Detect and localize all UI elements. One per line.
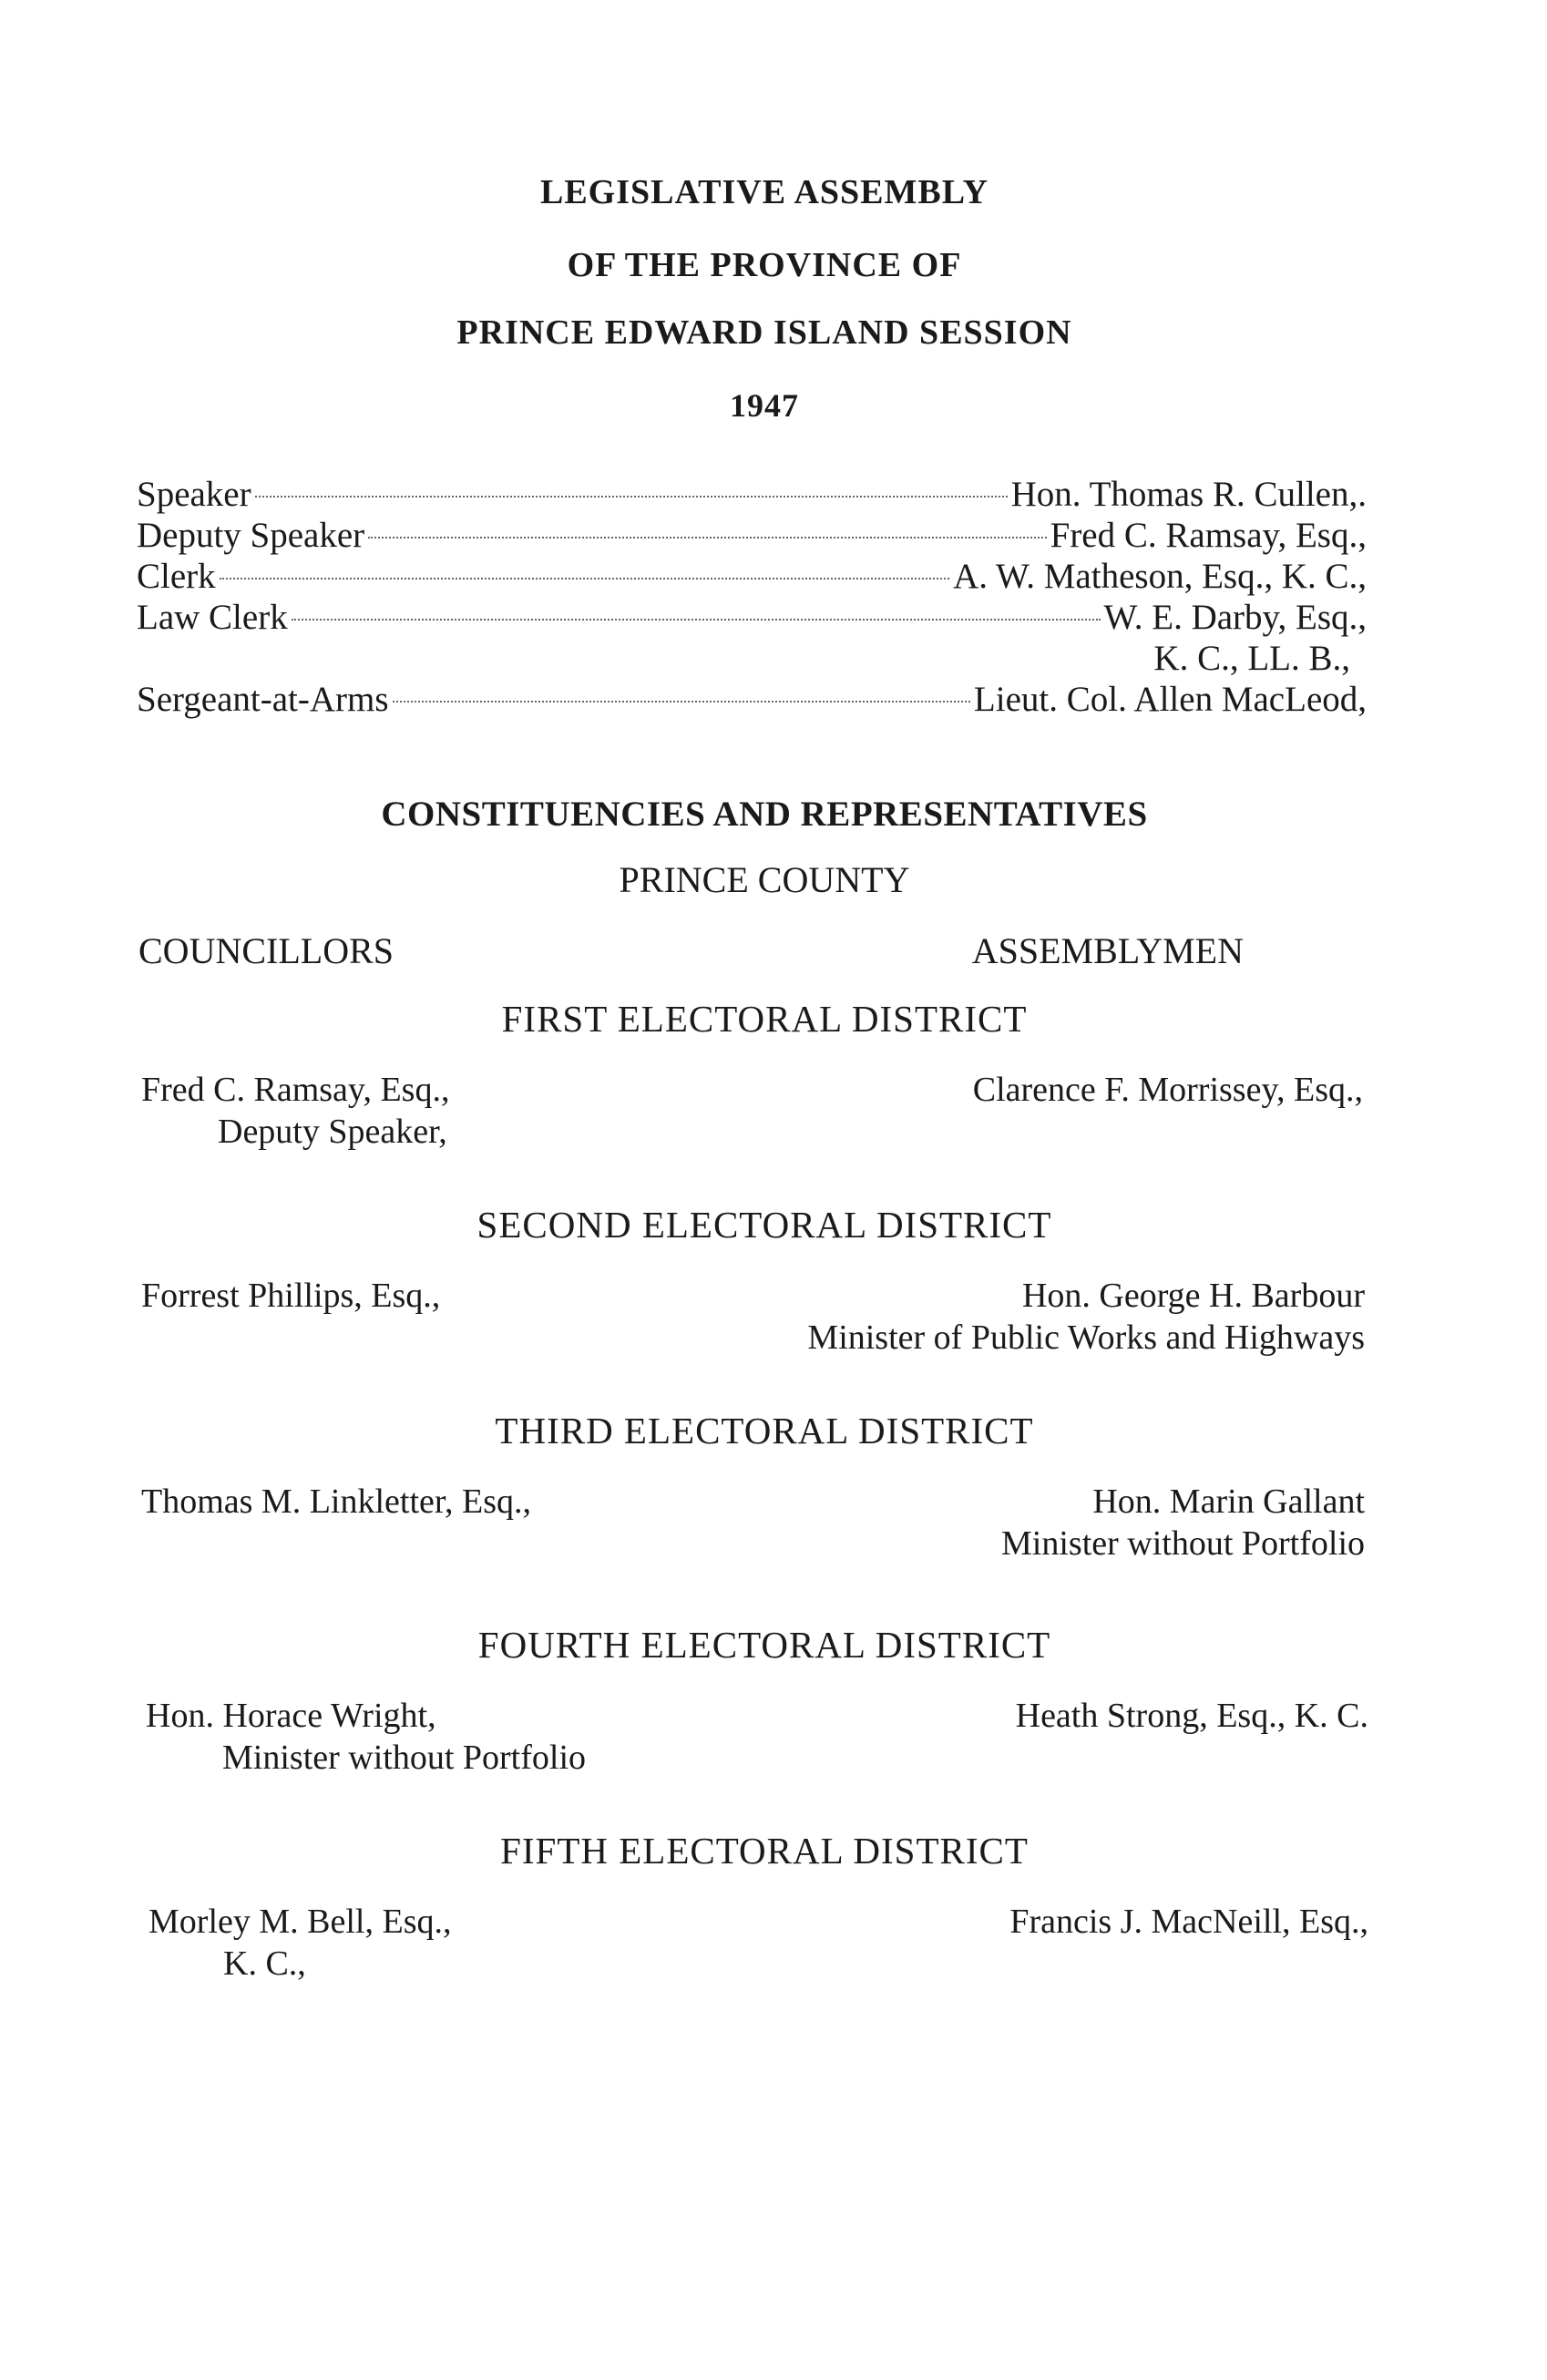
officer-row bbox=[137, 679, 1367, 720]
officer-holder: Lieut. Col. Allen MacLeod, bbox=[973, 680, 1367, 719]
district-title: FIRST ELECTORAL DISTRICT bbox=[501, 998, 1028, 1040]
officer-row bbox=[137, 515, 1367, 556]
assemblyman-name: Hon. Marin Gallant bbox=[1092, 1482, 1365, 1521]
officer-holder-continued: K. C., LL. B., bbox=[1153, 639, 1350, 678]
assemblymen-column-heading: ASSEMBLYMEN bbox=[971, 930, 1244, 971]
officer-row bbox=[137, 597, 1367, 638]
councillor-entry bbox=[141, 1069, 449, 1153]
councillor-entry bbox=[146, 1695, 586, 1779]
district-section bbox=[0, 1000, 1547, 1187]
assemblyman-entry bbox=[1001, 1481, 1365, 1564]
councillor-entry bbox=[141, 1481, 531, 1523]
assemblyman-entry bbox=[1009, 1901, 1368, 1943]
dot-leader bbox=[368, 537, 1046, 539]
section-title: CONSTITUENCIES AND REPRESENTATIVES bbox=[381, 795, 1148, 834]
officer-role: Law Clerk bbox=[137, 598, 288, 637]
officer-holder: A. W. Matheson, Esq., K. C., bbox=[953, 557, 1367, 596]
officer-holder: Hon. Thomas R. Cullen,. bbox=[1010, 475, 1367, 514]
district-section bbox=[0, 1412, 1547, 1599]
officer-role: Speaker bbox=[137, 475, 251, 514]
councillor-note: K. C., bbox=[223, 1944, 306, 1983]
officer-role: Deputy Speaker bbox=[137, 516, 365, 555]
district-section bbox=[0, 1626, 1547, 1813]
assemblyman-name: Hon. George H. Barbour bbox=[1021, 1277, 1365, 1315]
councillor-name: Hon. Horace Wright, bbox=[146, 1697, 436, 1735]
district-members bbox=[0, 1901, 1547, 2019]
councillor-name: Fred C. Ramsay, Esq., bbox=[141, 1071, 450, 1109]
district-title: SECOND ELECTORAL DISTRICT bbox=[476, 1204, 1052, 1246]
district-members bbox=[0, 1481, 1547, 1599]
councillor-entry bbox=[141, 1275, 440, 1317]
assemblyman-name: Francis J. MacNeill, Esq., bbox=[1009, 1903, 1368, 1941]
dot-leader bbox=[220, 578, 949, 580]
session-year: 1947 bbox=[730, 387, 799, 424]
councillor-name: Forrest Phillips, Esq., bbox=[141, 1277, 441, 1315]
assemblyman-entry bbox=[807, 1275, 1365, 1359]
councillor-name: Morley M. Bell, Esq., bbox=[149, 1903, 452, 1941]
title-line-3: PRINCE EDWARD ISLAND SESSION bbox=[456, 313, 1072, 352]
district-section bbox=[0, 1832, 1547, 2019]
councillor-name: Thomas M. Linkletter, Esq., bbox=[141, 1482, 532, 1521]
councillor-note: Deputy Speaker, bbox=[218, 1113, 447, 1151]
dot-leader bbox=[255, 496, 1008, 498]
councillor-note: Minister without Portfolio bbox=[222, 1739, 586, 1777]
district-members bbox=[0, 1275, 1547, 1393]
dot-leader bbox=[393, 701, 970, 703]
officer-holder: Fred C. Ramsay, Esq., bbox=[1050, 516, 1367, 555]
assemblyman-entry bbox=[1016, 1695, 1368, 1737]
officer-row bbox=[137, 474, 1367, 515]
assemblyman-note: Minister without Portfolio bbox=[1001, 1524, 1365, 1563]
assemblyman-entry bbox=[973, 1069, 1363, 1111]
title-line-2: OF THE PROVINCE OF bbox=[567, 246, 962, 284]
councillors-column-heading: COUNCILLORS bbox=[138, 930, 394, 971]
officer-row bbox=[137, 556, 1367, 597]
officers-list bbox=[137, 474, 1367, 720]
dot-leader bbox=[292, 619, 1101, 621]
district-section bbox=[0, 1206, 1547, 1393]
officer-role: Clerk bbox=[137, 557, 216, 596]
district-members bbox=[0, 1069, 1547, 1187]
councillor-entry bbox=[149, 1901, 451, 1985]
officer-role: Sergeant-at-Arms bbox=[137, 680, 389, 719]
title-line-1: LEGISLATIVE ASSEMBLY bbox=[539, 173, 989, 211]
officer-holder: W. E. Darby, Esq., bbox=[1103, 598, 1367, 637]
assemblyman-note: Minister of Public Works and Highways bbox=[807, 1318, 1365, 1357]
district-title: FOURTH ELECTORAL DISTRICT bbox=[477, 1624, 1051, 1666]
assemblyman-name: Heath Strong, Esq., K. C. bbox=[1015, 1697, 1368, 1735]
district-title: FIFTH ELECTORAL DISTRICT bbox=[500, 1830, 1029, 1872]
assemblyman-name: Clarence F. Morrissey, Esq., bbox=[972, 1071, 1363, 1109]
district-title: THIRD ELECTORAL DISTRICT bbox=[495, 1410, 1034, 1452]
county-name: PRINCE COUNTY bbox=[619, 859, 910, 900]
district-members bbox=[0, 1695, 1547, 1813]
